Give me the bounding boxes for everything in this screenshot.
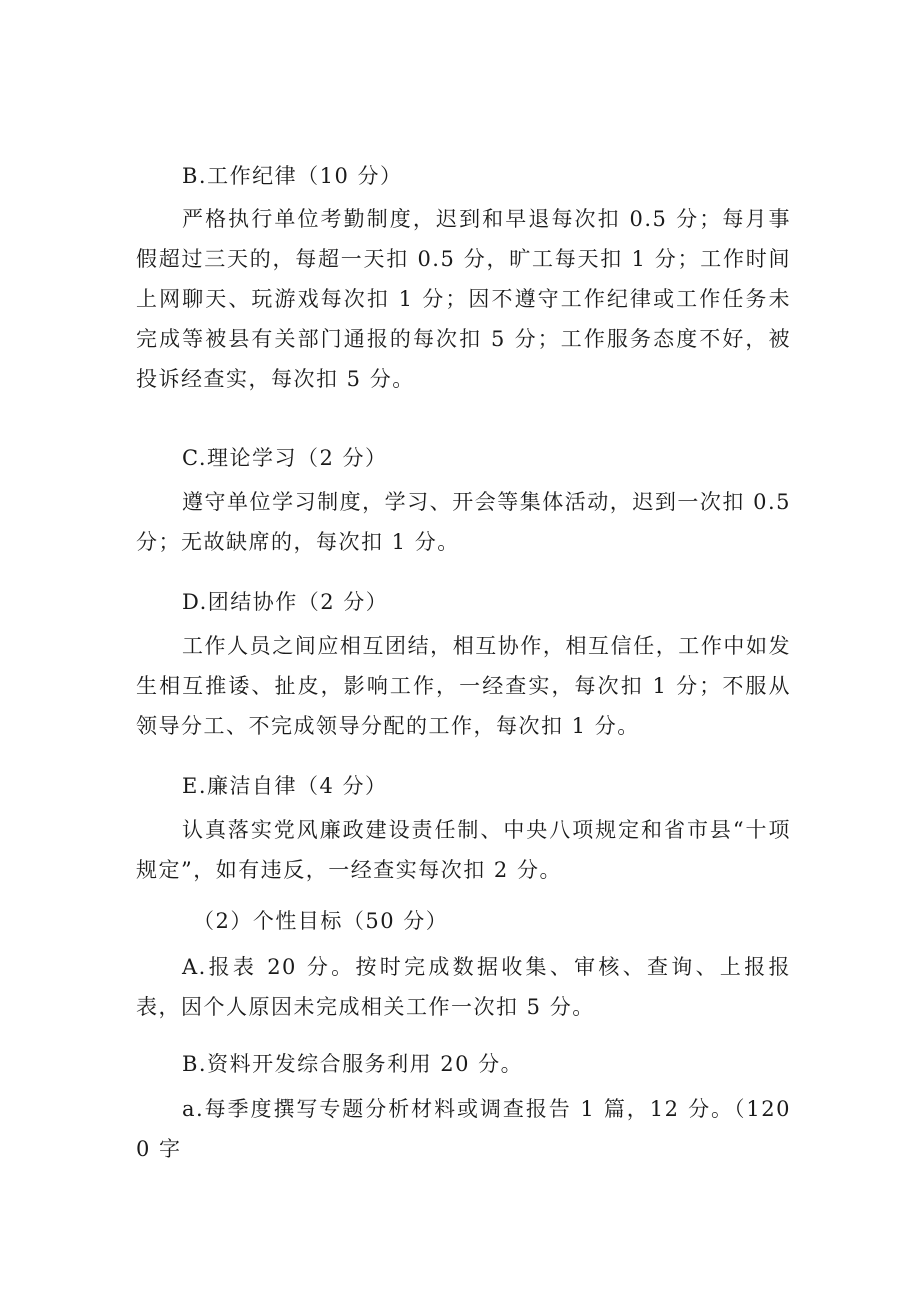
section-heading-integrity: E.廉洁自律（4 分）: [182, 774, 388, 798]
section-heading-theory-study: C.理论学习（2 分）: [182, 446, 388, 470]
section-heading-teamwork: D.团结协作（2 分）: [182, 590, 389, 614]
paragraph-analysis: a.每季度撰写专题分析材料或调查报告 1 篇，12 分。（1200 字: [136, 1097, 791, 1161]
paragraph-work-discipline: 严格执行单位考勤制度，迟到和早退每次扣 0.5 分；每月事假超过三天的，每超一天扣 0.5 分，旷工每天扣 1 分；工作时间上网聊天、玩游戏每次扣 1 分；因不遵守工作纪律或工作任务未完成等被县有关部门通报的每次扣 5 分；工作服务态度不好，被投诉经查实，每次扣 5 分。: [136, 207, 791, 391]
paragraph-integrity: 认真落实党风廉政建设责任制、中央八项规定和省市县“十项规定”，如有违反，一经查实每次扣 2 分。: [136, 818, 791, 882]
section-heading-data-service: B.资料开发综合服务利用 20 分。: [182, 1052, 524, 1076]
section-heading-work-discipline: B.工作纪律（10 分）: [182, 164, 403, 188]
paragraph-teamwork: 工作人员之间应相互团结，相互协作，相互信任，工作中如发生相互推诿、扯皮，影响工作，一经查实，每次扣 1 分；不服从领导分工、不完成领导分配的工作，每次扣 1 分。: [136, 634, 791, 738]
paragraph-reports: A.报表 20 分。按时完成数据收集、审核、查询、上报报表，因个人原因未完成相关工作一次扣 5 分。: [136, 955, 791, 1019]
section-heading-personal-goals: （2）个性目标（50 分）: [193, 909, 449, 933]
paragraph-theory-study: 遵守单位学习制度，学习、开会等集体活动，迟到一次扣 0.5 分；无故缺席的，每次扣 1 分。: [136, 490, 791, 554]
